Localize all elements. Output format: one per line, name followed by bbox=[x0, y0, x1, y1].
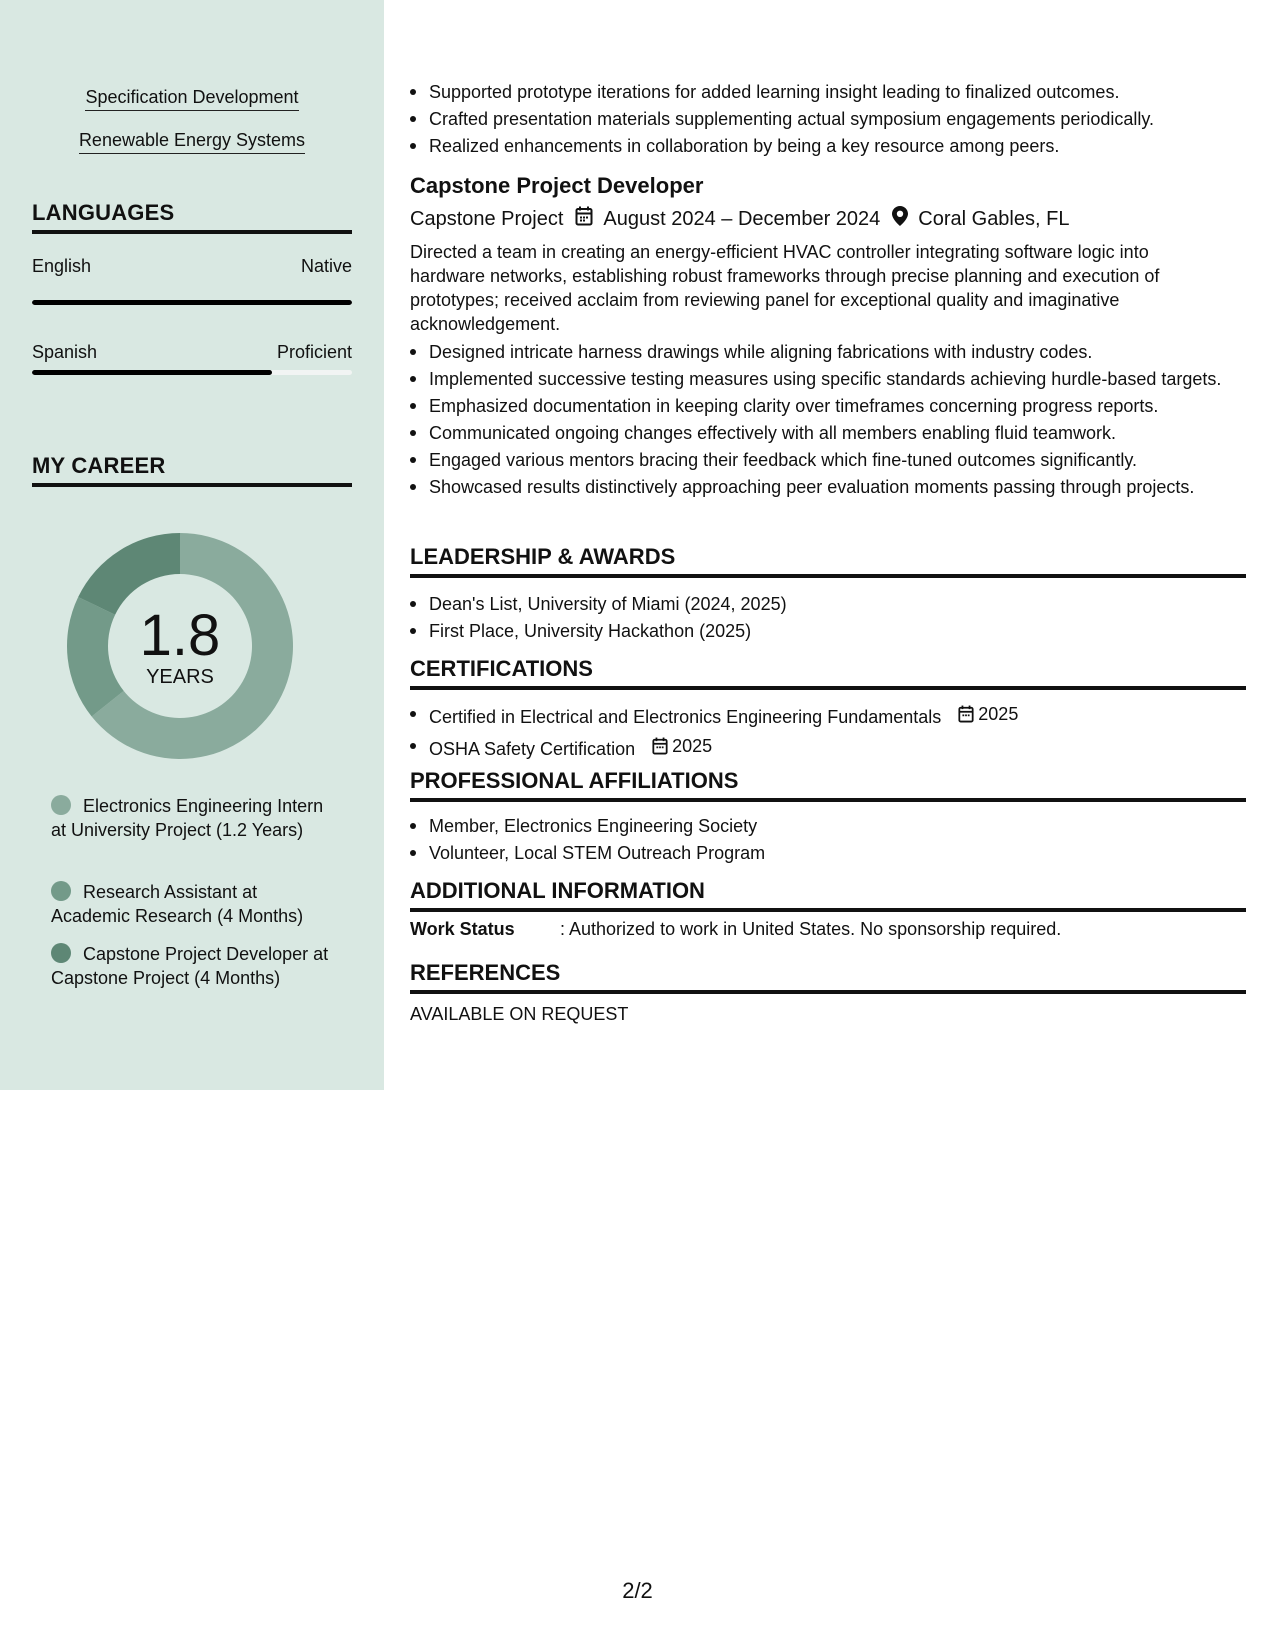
work-status-value: : Authorized to work in United States. No sponsorship required. bbox=[560, 919, 1062, 939]
list-item: Realized enhancements in collaboration by being a key resource among peers. bbox=[410, 134, 1240, 158]
work-status-label: Work Status bbox=[410, 919, 515, 939]
job-description: Directed a team in creating an energy-efficient HVAC controller integrating software logic into hardware networks, establishing robust frameworks through precise planning and execution of prototypes; received acclaim from reviewing panel for exceptional quality and imaginative acknowledgement. bbox=[410, 242, 1160, 334]
references-heading: REFERENCES bbox=[410, 960, 1246, 994]
work-status-row bbox=[410, 919, 1061, 940]
calendar-icon bbox=[652, 737, 668, 755]
job-location: Coral Gables, FL bbox=[918, 207, 1070, 230]
leadership-heading: LEADERSHIP & AWARDS bbox=[410, 544, 1246, 578]
list-item: Designed intricate harness drawings while aligning fabrications with industry codes. bbox=[410, 340, 1240, 364]
list-item: Engaged various mentors bracing their feedback which fine-tuned outcomes significantly. bbox=[410, 448, 1240, 472]
certifications-heading: CERTIFICATIONS bbox=[410, 656, 1246, 690]
language-name: Spanish bbox=[32, 342, 98, 362]
list-item: Communicated ongoing changes effectively with all members enabling fluid teamwork. bbox=[410, 421, 1240, 445]
list-item: Supported prototype iterations for added learning insight leading to finalized outcomes. bbox=[410, 80, 1240, 104]
career-legend-item: Electronics Engineering Intern at University Project (1.2 Years) bbox=[51, 796, 324, 840]
list-item: Crafted presentation materials supplementing actual symposium engagements periodically. bbox=[410, 107, 1240, 131]
language-bar-english bbox=[32, 300, 352, 305]
certifications-list bbox=[410, 702, 1240, 764]
list-item: Member, Electronics Engineering Society bbox=[410, 814, 1240, 838]
languages-heading: LANGUAGES bbox=[32, 200, 352, 234]
legend-dot bbox=[51, 795, 71, 815]
previous-job-bullets bbox=[410, 80, 1240, 161]
page-number: 2/2 bbox=[622, 1578, 653, 1603]
language-row-english bbox=[32, 256, 352, 278]
cert-year: 2025 bbox=[672, 736, 713, 756]
affiliations-heading: PROFESSIONAL AFFILIATIONS bbox=[410, 768, 1246, 802]
list-item: Showcased results distinctively approaching peer evaluation moments passing through projects. bbox=[410, 475, 1240, 499]
calendar-icon bbox=[575, 206, 593, 232]
language-level: Proficient bbox=[276, 342, 352, 362]
leadership-list bbox=[410, 592, 1240, 646]
language-level: Native bbox=[300, 256, 352, 276]
skill-tag: Renewable Energy Systems bbox=[0, 129, 384, 151]
cert-year: 2025 bbox=[978, 704, 1019, 724]
location-pin-icon bbox=[892, 206, 908, 232]
calendar-icon bbox=[958, 705, 974, 723]
career-donut-chart bbox=[66, 532, 294, 760]
list-item: Dean's List, University of Miami (2024, 2025) bbox=[410, 592, 1240, 616]
sidebar bbox=[0, 0, 384, 1090]
job-company: Capstone Project bbox=[410, 207, 564, 230]
list-item: OSHA Safety Certification 2025 bbox=[410, 734, 1240, 761]
career-legend-item: Capstone Project Developer at Capstone Project (4 Months) bbox=[51, 944, 329, 988]
career-legend-item: Research Assistant at Academic Research (4 Months) bbox=[51, 882, 304, 926]
language-bar-fill bbox=[32, 370, 272, 375]
language-name: English bbox=[32, 256, 92, 276]
legend-dot bbox=[51, 881, 71, 901]
list-item: Certified in Electrical and Electronics Engineering Fundamentals 2025 bbox=[410, 702, 1240, 729]
language-row-spanish bbox=[32, 342, 352, 364]
language-bar-spanish bbox=[32, 370, 352, 375]
references-text: AVAILABLE ON REQUEST bbox=[410, 1004, 629, 1024]
skill-tag: Specification Development bbox=[0, 86, 384, 108]
legend-dot bbox=[51, 943, 71, 963]
job-meta bbox=[410, 206, 1069, 232]
list-item: Implemented successive testing measures using specific standards achieving hurdle-based targets. bbox=[410, 367, 1240, 391]
additional-info-heading: ADDITIONAL INFORMATION bbox=[410, 878, 1246, 912]
career-total: 1.8 bbox=[139, 603, 221, 668]
list-item: Volunteer, Local STEM Outreach Program bbox=[410, 841, 1240, 865]
affiliations-list bbox=[410, 814, 1240, 868]
language-bar-fill bbox=[32, 300, 352, 305]
job-title: Capstone Project Developer bbox=[410, 173, 704, 198]
list-item: Emphasized documentation in keeping clarity over timeframes concerning progress reports. bbox=[410, 394, 1240, 418]
job-bullets bbox=[410, 340, 1240, 502]
career-heading: MY CAREER bbox=[32, 453, 352, 487]
job-dates: August 2024 – December 2024 bbox=[603, 207, 881, 230]
career-unit: YEARS bbox=[146, 666, 214, 688]
list-item: First Place, University Hackathon (2025) bbox=[410, 619, 1240, 643]
